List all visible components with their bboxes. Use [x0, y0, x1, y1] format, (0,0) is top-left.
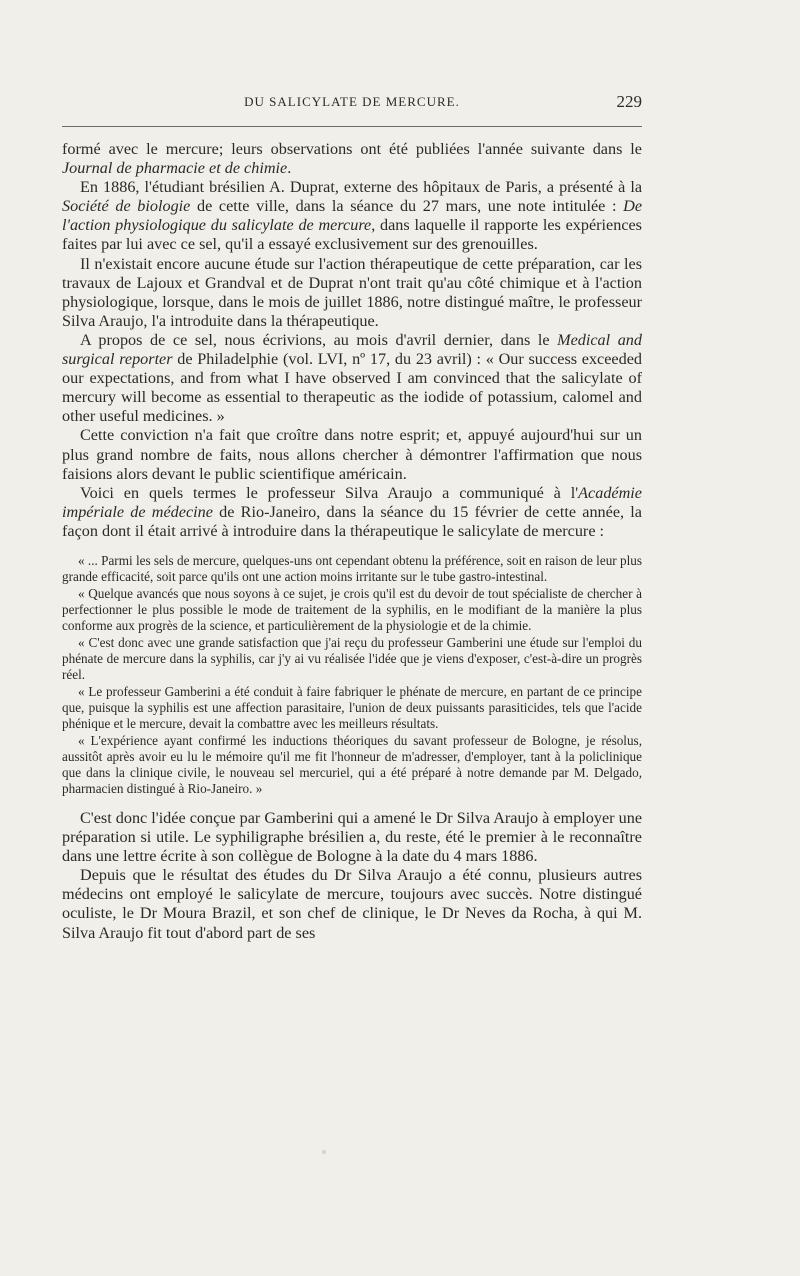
closing-text [62, 809, 642, 943]
paragraph-3: Il n'existait encore aucune étude sur l'action thérapeutique de cette préparation, car les travaux de Lajoux et Grandval et de Duprat n'ont trait qu'au côté chimique et à l'action physiologique, lorsque, dans le mois de juillet 1886, notre distingué maître, le professeur Silva Araujo, l'a introduite dans la thérapeutique. [62, 254, 642, 330]
paragraph-1: formé avec le mercure; leurs observations ont été publiées l'année suivante dans le Journal de pharmacie et de chimie. [62, 140, 642, 178]
closing-paragraph-1: C'est donc l'idée conçue par Gamberini qui a amené le Dr Silva Araujo à employer une préparation si utile. Le syphiligraphe brésilien a, du reste, été le premier à le reconnaître dans une lettre écrite à son collègue de Bologne à la date du 4 mars 1886. [62, 808, 642, 866]
quote-paragraph: « L'expérience ayant confirmé les inductions théoriques du savant professeur de Bologne, je résolus, aussitôt après avoir eu lu le mémoire qu'il me fit l'honneur de m'adresser, d'employer, tant à la policlinique que dans la clinique civile, le nouveau sel mercuriel, qui a été préparé à notre demande par M. Delgado, pharmacien distingué à Rio-Janeiro. » [62, 732, 642, 796]
paragraph-6: Voici en quels termes le professeur Silva Araujo a communiqué à l'Académie impériale de médecine de Rio-Janeiro, dans la séance du 15 février de cette année, la façon dont il était arrivé à introduire dans la thérapeutique le salicylate de mercure : [62, 483, 642, 540]
print-speck [322, 1150, 326, 1154]
paragraph-2: En 1886, l'étudiant brésilien A. Duprat, externe des hôpitaux de Paris, a présenté à la Société de biologie de cette ville, dans la séance du 27 mars, une note intitulée : De l'action physiologique du salicylate de mercure, dans laquelle il rapporte les expériences faites par lui avec ce sel, qu'il a essayé exclusivement sur des grenouilles. [62, 178, 642, 254]
block-quote [62, 553, 642, 797]
quote-paragraph: « C'est donc avec une grande satisfaction que j'ai reçu du professeur Gamberini une étude sur l'emploi du phénate de mercure dans la syphilis, car j'y ai vu réalisée l'idée que je viens d'exposer, c'est-à-dire un progrès réel. [62, 634, 642, 682]
page-body [62, 140, 642, 943]
page-number: 229 [616, 92, 642, 111]
quote-paragraph: « Quelque avancés que nous soyons à ce sujet, je crois qu'il est du devoir de tout spécialiste de chercher à perfectionner le plus possible le mode de traitement de la syphilis, en le modifiant de la manière la plus conforme aux progrès de la science, et particulièrement de la physiologie et de la chimie. [62, 585, 642, 633]
paragraph-5: Cette conviction n'a fait que croître dans notre esprit; et, appuyé aujourd'hui sur un plus grand nombre de faits, nous allons chercher à démontrer l'affirmation que nous faisions alors devant le public scientifique américain. [62, 426, 642, 483]
main-text [62, 140, 642, 541]
page-header [62, 92, 642, 114]
running-title: DU SALICYLATE DE MERCURE. [244, 94, 460, 109]
quote-paragraph: « Le professeur Gamberini a été conduit à faire fabriquer le phénate de mercure, en partant de ce principe que, puisque la syphilis est une affection parasitaire, l'union de deux puissants parasiticides, tels que l'acide phénique et le mercure, devait la combattre avec les meilleurs résultats. [62, 683, 642, 731]
closing-paragraph-2: Depuis que le résultat des études du Dr Silva Araujo a été connu, plusieurs autres médecins ont employé le salicylate de mercure, toujours avec succès. Notre distingué oculiste, le Dr Moura Brazil, et son chef de clinique, le Dr Neves da Rocha, à qui M. Silva Araujo fit tout d'abord part de ses [62, 866, 642, 942]
header-rule [62, 126, 642, 127]
quote-paragraph: « ... Parmi les sels de mercure, quelques-uns ont cependant obtenu la préférence, soit en raison de leur plus grande efficacité, soit parce qu'ils ont une action moins irritante sur le tube gastro-intestinal. [62, 552, 642, 584]
paragraph-4: A propos de ce sel, nous écrivions, au mois d'avril dernier, dans le Medical and surgical reporter de Philadelphie (vol. LVI, nº 17, du 23 avril) : « Our success exceeded our expectations, and from what I have observed I am convinced that the salicylate of mercury will become as essential to therapeutic as the iodide of potassium, calomel and other useful medicines. » [62, 330, 642, 426]
